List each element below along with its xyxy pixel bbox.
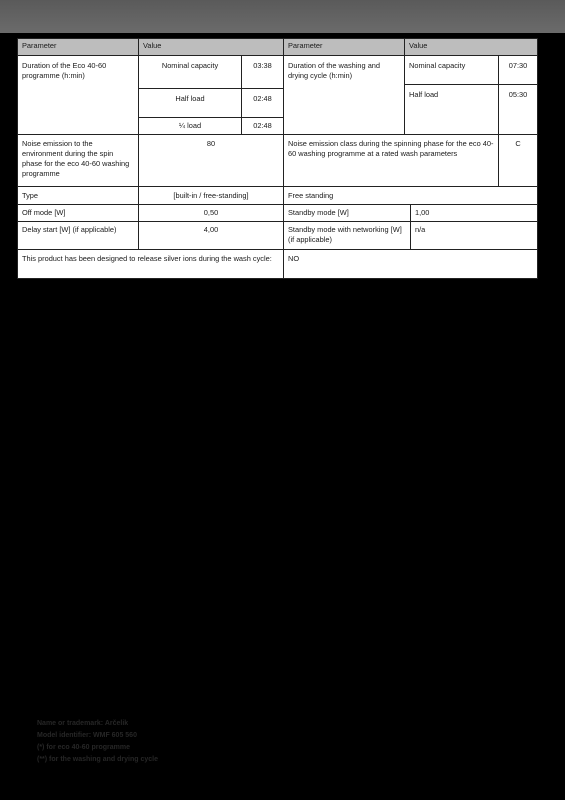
eco-nominal-value: 03:38 <box>242 56 284 89</box>
noise-emission-value: 80 <box>139 135 284 187</box>
product-information-table <box>17 38 538 279</box>
eco-quarter-value: 02:48 <box>242 118 284 135</box>
standby-network-label: Standby mode with networking [W] (if applicable) <box>284 222 411 250</box>
wash-dry-duration-label: Duration of the washing and drying cycle (h:min) <box>284 56 405 135</box>
off-mode-label: Off mode [W] <box>18 205 139 222</box>
type-right-value: Free standing <box>284 187 537 205</box>
silver-ions-value: NO <box>288 254 300 263</box>
eco-duration-label: Duration of the Eco 40-60 programme (h:min) <box>18 56 139 135</box>
type-value: [built-in / free-standing] <box>139 187 284 205</box>
noise-class-label: Noise emission class during the spinning phase for the eco 40-60 washing programme at a rated wash parameters <box>284 135 499 187</box>
standby-mode-label: Standby mode [W] <box>284 205 411 222</box>
footer-note-eco: (*) for eco 40-60 programme <box>37 744 130 751</box>
wash-dry-half-value: 05:30 <box>499 85 537 135</box>
wash-dry-nominal-label: Nominal capacity <box>405 56 499 85</box>
standby-network-value: n/a <box>411 222 537 250</box>
header-parameter-left: Parameter <box>18 39 139 56</box>
off-mode-value: 0,50 <box>139 205 284 222</box>
footer-model: Model identifier: WMF 605 560 <box>37 732 137 739</box>
header-parameter-right: Parameter <box>284 39 405 56</box>
footer-trademark: Name or trademark: Arčelik <box>37 720 129 727</box>
standby-mode-value: 1,00 <box>411 205 537 222</box>
footer-notes <box>37 718 337 766</box>
eco-nominal-label: Nominal capacity <box>139 56 242 89</box>
eco-quarter-label: ¼ load <box>139 118 242 135</box>
noise-emission-label: Noise emission to the environment during the spin phase for the eco 40-60 washing programme <box>18 135 139 187</box>
noise-class-value: C <box>499 135 537 187</box>
silver-ions-label: This product has been designed to release silver ions during the wash cycle: <box>18 250 284 278</box>
header-value-left: Value <box>139 39 284 56</box>
header-value-right: Value <box>405 39 537 56</box>
wash-dry-nominal-value: 07:30 <box>499 56 537 85</box>
top-bar <box>0 0 565 33</box>
eco-half-label: Half load <box>139 89 242 118</box>
eco-half-value: 02:48 <box>242 89 284 118</box>
footer-note-wash-dry: (**) for the washing and drying cycle <box>37 756 158 763</box>
wash-dry-half-label: Half load <box>405 85 499 135</box>
delay-start-label: Delay start [W] (if applicable) <box>18 222 139 250</box>
type-label: Type <box>18 187 139 205</box>
delay-start-value: 4,00 <box>139 222 284 250</box>
